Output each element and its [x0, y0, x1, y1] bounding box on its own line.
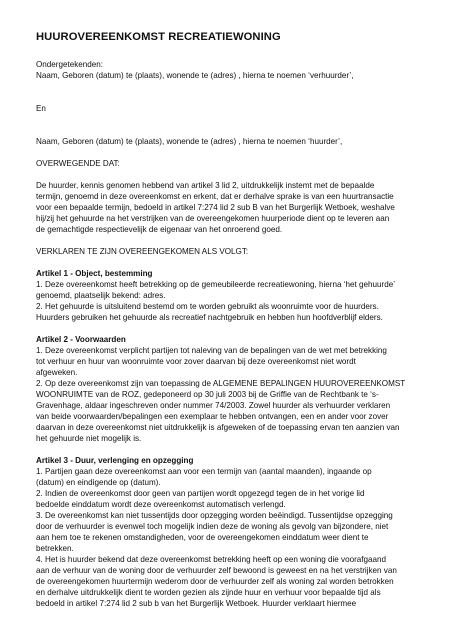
agreement-label: VERKLAREN TE ZIJN OVEREENGEKOMEN ALS VOLGT: [36, 247, 249, 256]
article-heading: Artikel 3 - Duur, verlenging en opzegging [36, 456, 194, 465]
article-line: en derhalve uitdrukkelijk dient te worden gezien als zijnde huur en verhuur voor bepaalde tijd als [36, 588, 381, 597]
article-line: genoemd, plaatselijk bekend: adres. [36, 291, 166, 300]
article-line: Huurders gebruiken het gehuurde als recreatief nachtgebruik en hebben hun hoofdverblijf elders. [36, 313, 383, 322]
article-line: 3. De overeenkomst kan niet tussentijds door opzegging worden beëindigd. Tussentijdse opzegging [36, 511, 393, 520]
article-line: (datum) en eindigende op (datum). [36, 478, 161, 487]
article-line: betrekken. [36, 544, 74, 553]
considerations-text [36, 180, 420, 235]
article-line: het gehuurde niet mogelijk is. [36, 434, 142, 443]
agreement-label-block [36, 246, 420, 257]
article-line: 2. Indien de overeenkomst door geen van partijen wordt opgezegd tegen de in het vorige lid [36, 489, 365, 498]
article-line: aan de verhuur van de woning door de verhuurder zelf bewoond is geweest en na het verstrijken van [36, 566, 397, 575]
article-line: van beide voorwaarden/bepalingen een exemplaar te hebben ontvangen, een en ander voor zover [36, 412, 389, 421]
party-landlord: Naam, Geboren (datum) te (plaats), wonende te (adres) , hierna te noemen ‘verhuurder’, [36, 71, 354, 80]
article-line: 1. Partijen gaan deze overeenkomst aan voor een termijn van (aantal maanden), ingaande op [36, 467, 372, 476]
article-line: 2. Het gehuurde is uitsluitend bestemd om te worden gebruikt als woonruimte voor de huurders. [36, 302, 379, 311]
article-line: daarvan in deze overeenkomst niet uitdrukkelijk is afgeweken of de toepassing ervan ten aanzien van [36, 423, 400, 432]
article-line: Gravenhage, aldaar ingeschreven onder nummer 74/2003. Zowel huurder als verhuurder verklaren [36, 401, 391, 410]
article-line: aan hem toe te rekenen omstandigheden, voor de overeengekomen einddatum weer dient te [36, 533, 369, 542]
article-line: WOONRUIMTE van de ROZ, gedeponeerd op 30 juli 2003 bij de Griffie van de Rechtbank te ‘s- [36, 390, 379, 399]
article-line: 2. Op deze overeenkomst zijn van toepassing de ALGEMENE BEPALINGEN HUUROVEREENKOMST [36, 379, 406, 388]
considerations-line: de gemachtigde respectievelijk de eigenaar van het onroerend goed. [36, 225, 283, 234]
article-line: de overeengekomen huurtermijn wederom door de verhuurder zelf als woning zal worden betrokken [36, 577, 394, 586]
article-heading: Artikel 2 - Voorwaarden [36, 335, 126, 344]
article-line: bedoeld in artikel 7:274 lid 2 sub b van het Burgerlijk Wetboek. Huurder verklaart hiermee [36, 599, 357, 608]
and-word: En [36, 104, 46, 113]
article-1 [36, 268, 420, 323]
intro-party-tenant [36, 136, 420, 147]
document-title: HUUROVEREENKOMST RECREATIEWONING [36, 31, 281, 43]
article-3 [36, 455, 420, 609]
considerations-line: voor een bepaalde termijn, bedoeld in artikel 7:274 lid 2 sub B van het Burgerlijk Wetboek, weshalve [36, 203, 395, 212]
article-line: tot verhuur en huur van woonruimte voor zover daarvan bij deze overeenkomst niet wordt [36, 357, 356, 366]
article-line: afgeweken. [36, 368, 78, 377]
considerations-line: termijn, genoemd in deze overeenkomst en erkent, dat er derhalve sprake is van een huurtransactie [36, 192, 394, 201]
article-line: 1. Deze overeenkomst heeft betrekking op de gemeubileerde recreatiewoning, hierna ‘het gehuurde’ [36, 280, 396, 289]
article-line: door de verhuurder is evenwel toch mogelijk indien deze de woning als gevolg van bijzondere, niet [36, 522, 389, 531]
considerations-label-block [36, 158, 420, 169]
considerations-line: De huurder, kennis genomen hebbend van artikel 3 lid 2, uitdrukkelijk instemt met de bepaalde [36, 181, 375, 190]
article-line: 4. Het is huurder bekend dat deze overeenkomst betrekking heeft op een woning die voorafgaand [36, 555, 387, 564]
article-line: 1. Deze overeenkomst verplicht partijen tot naleving van de bepalingen van de wet met betrekking [36, 346, 387, 355]
intro-section [36, 59, 420, 81]
intro-and [36, 103, 420, 114]
article-2 [36, 334, 420, 444]
article-line: bedoelde einddatum wordt deze overeenkomst automatisch verlengd. [36, 500, 286, 509]
intro-label: Ondergetekenden: [36, 60, 104, 69]
article-heading: Artikel 1 - Object, bestemming [36, 269, 153, 278]
considerations-line: hij/zij het gehuurde na het verstrijken van de overeengekomen huurperiode dient op te leveren aan [36, 214, 390, 223]
considerations-label: OVERWEGENDE DAT: [36, 159, 120, 168]
party-tenant: Naam, Geboren (datum) te (plaats), wonende te (adres) , hierna te noemen ‘huurder’, [36, 137, 343, 146]
